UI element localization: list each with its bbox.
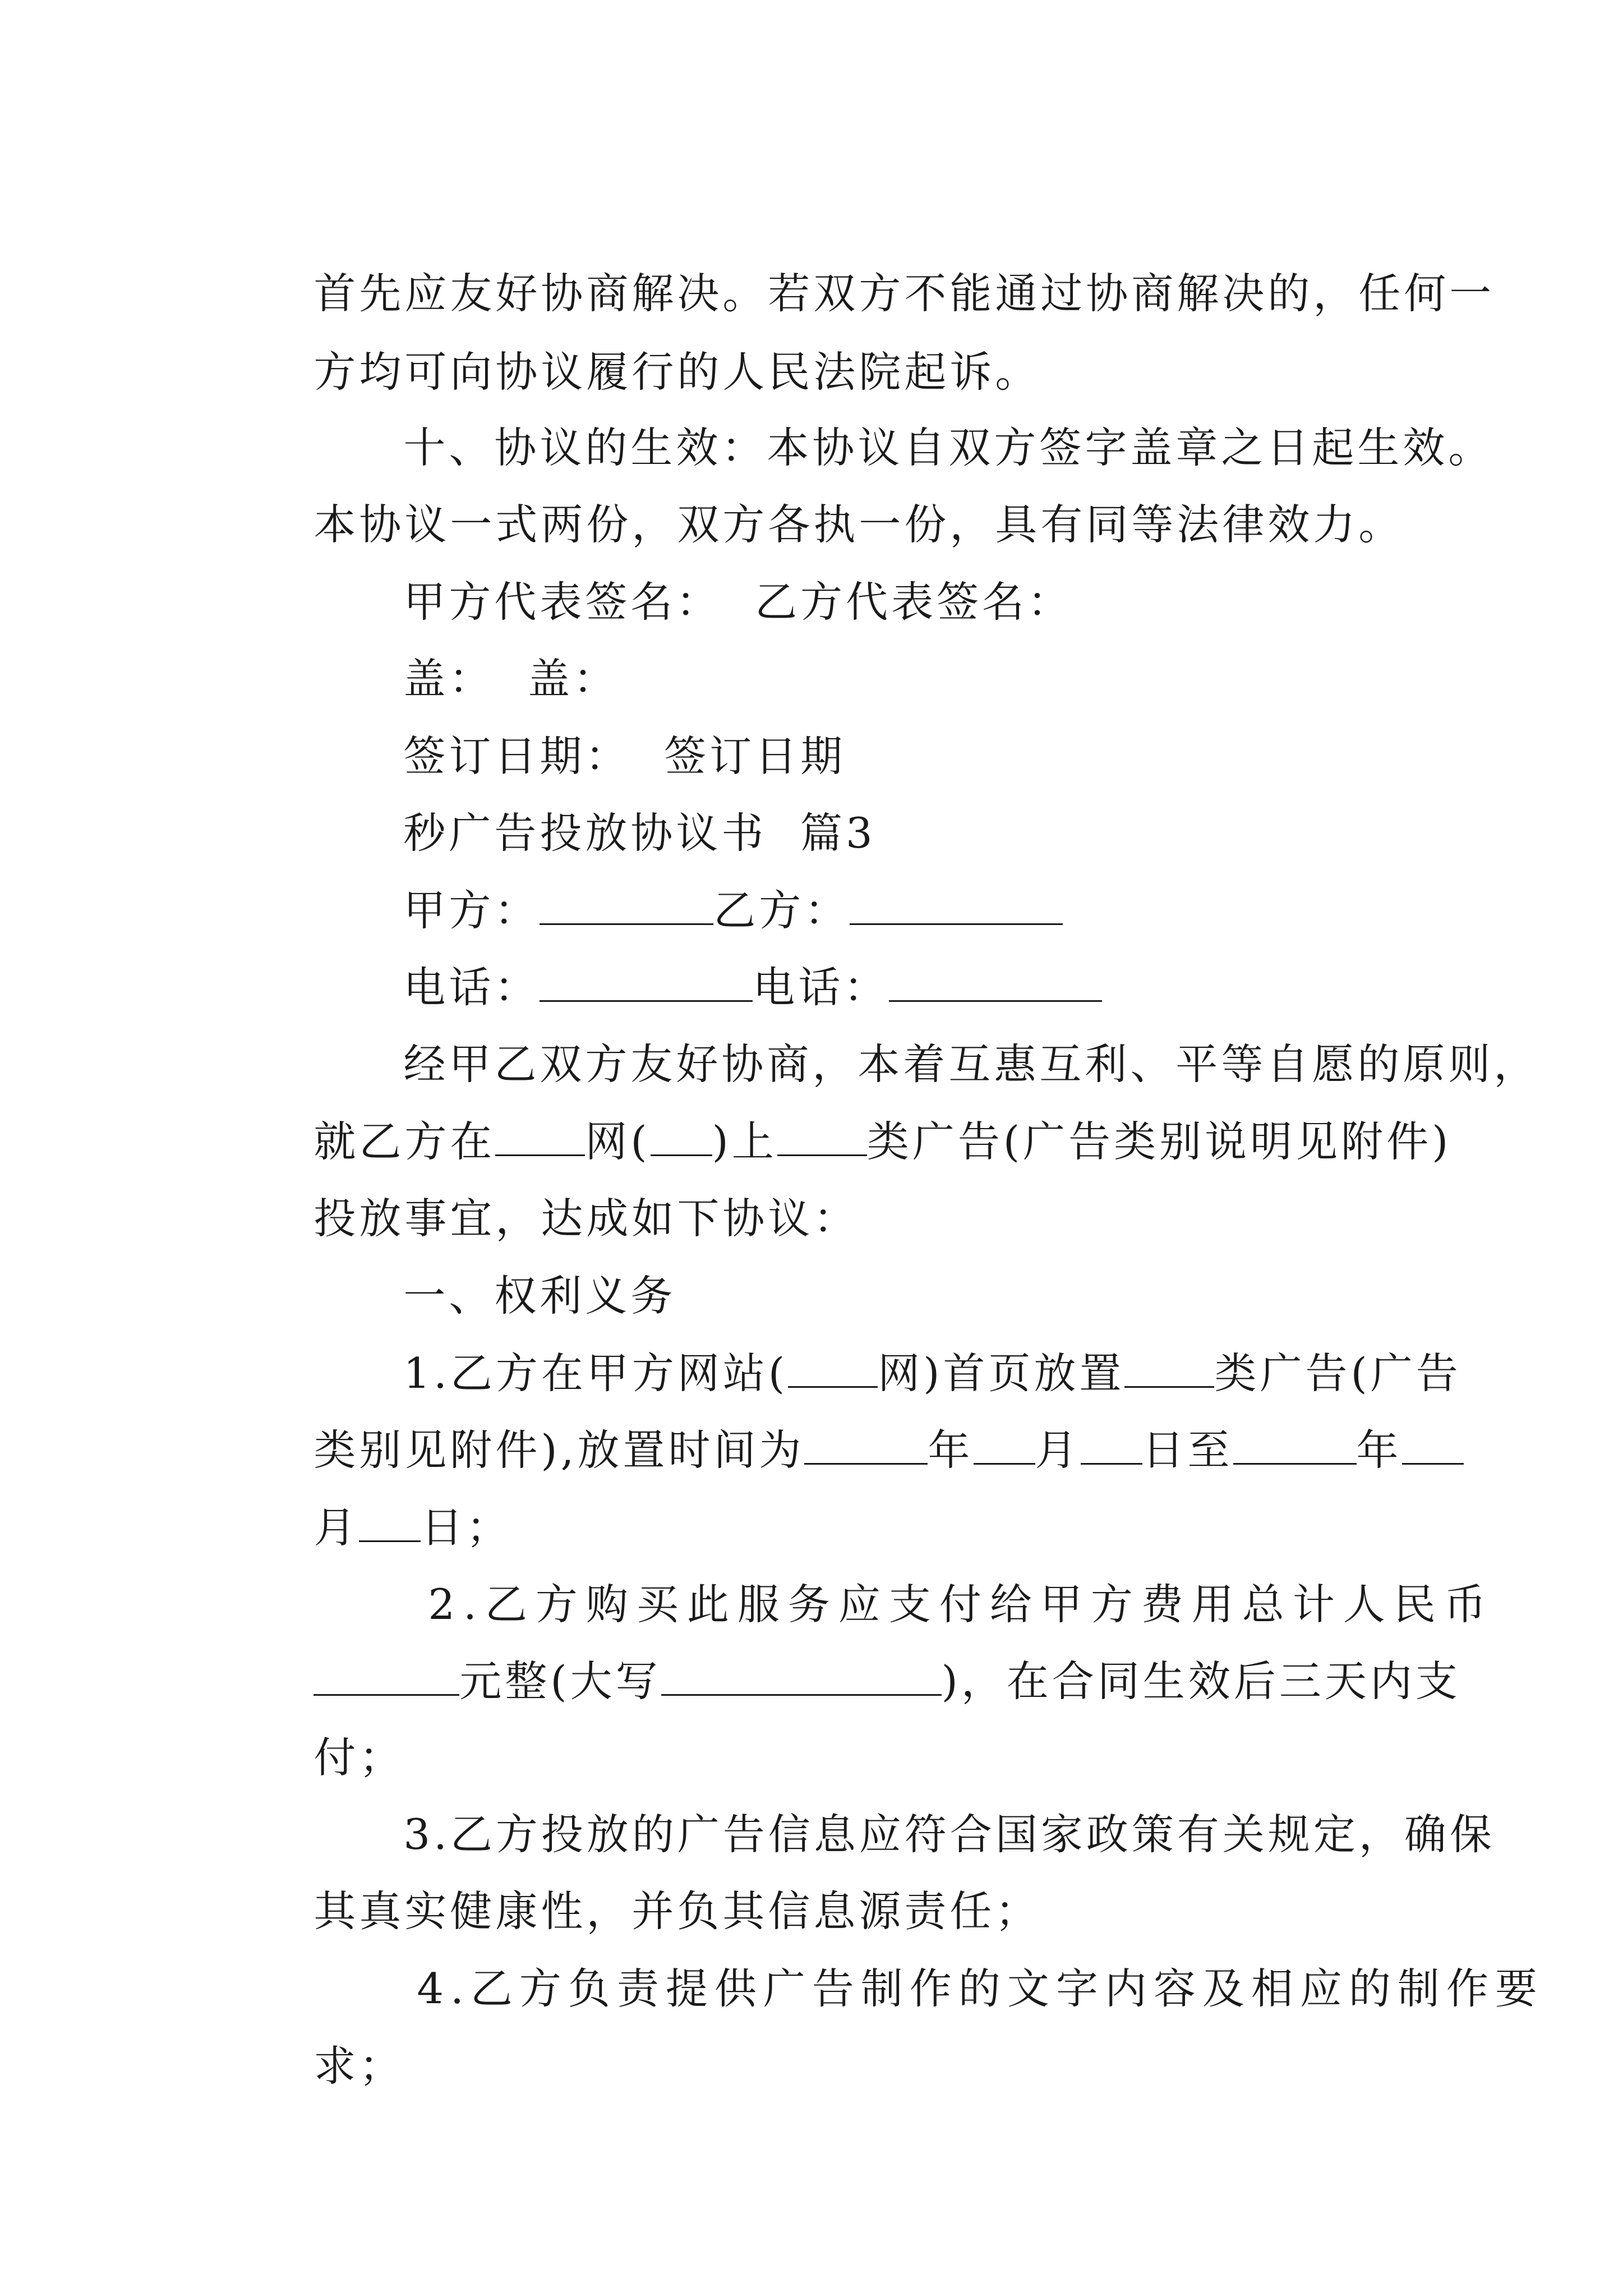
party-b-label: 乙方：	[713, 886, 850, 935]
paragraph-line	[247, 218, 1495, 318]
text-span: 类广告(广告	[1214, 1349, 1461, 1398]
text-span: 本协议一式两份，双方各执一份，具有同等法律效力。	[313, 500, 1404, 549]
blank-field	[1081, 1426, 1142, 1465]
item4-line	[247, 1990, 405, 2091]
blank-field	[1233, 1426, 1357, 1465]
blank-field	[804, 1426, 928, 1465]
text-span: 月	[313, 1503, 359, 1552]
text-span: 就乙方在	[313, 1117, 496, 1166]
text-span: 4.乙方负责提供广告制作的文字内容及相应的制作要	[417, 1964, 1544, 2013]
text-span: 年	[928, 1425, 974, 1475]
text-span: 求；	[313, 2041, 405, 2091]
text-span: 3.乙方投放的广告信息应符合国家政策有关规定，确保	[403, 1810, 1495, 1859]
heading-rights	[336, 1220, 676, 1320]
text-span: 日至	[1142, 1425, 1233, 1475]
parties-line	[336, 835, 1063, 935]
text-span: 网(	[585, 1117, 651, 1166]
blank-field	[1402, 1426, 1464, 1465]
item1-line	[247, 1374, 1464, 1475]
clause-ten-line	[336, 372, 1494, 472]
item2-line	[247, 1682, 405, 1782]
party-a-rep-label: 甲方代表签名：	[403, 577, 722, 627]
preamble-line	[336, 988, 1539, 1089]
item3-line	[247, 1835, 1041, 1936]
text-span: 付；	[313, 1733, 405, 1782]
seal-line	[336, 603, 619, 703]
item3-line	[336, 1759, 1495, 1859]
text-span: 元整(大写	[459, 1657, 661, 1706]
text-span: 2.乙方购买此服务应支付给甲方费用总计人民币	[428, 1580, 1495, 1629]
preamble-line	[247, 1143, 859, 1243]
date-line	[336, 680, 846, 781]
item1-line	[336, 1297, 1461, 1398]
blank-field	[974, 1426, 1035, 1465]
phones-line	[336, 912, 1102, 1012]
preamble-line	[247, 1066, 1452, 1166]
text-span: 十、协议的生效：本协议自双方签字盖章之日起生效。	[403, 423, 1494, 472]
text-span: )，在合同生效后三天内支	[941, 1657, 1461, 1706]
text-span: 月	[1035, 1425, 1081, 1475]
text-span: 类别见附件),放置时间为	[313, 1425, 805, 1475]
text-span: 首先应友好协商解决。若双方不能通过协商解决的，任何一	[313, 269, 1495, 318]
phone-a-label: 电话：	[403, 963, 540, 1012]
text-span: 日；	[421, 1503, 512, 1552]
phone-b-label: 电话：	[753, 963, 889, 1012]
text-span: 方均可向协议履行的人民法院起诉。	[313, 347, 1041, 397]
text-span: 秒广告投放协议书 篇3	[403, 808, 876, 858]
seal-a-label: 盖：	[403, 654, 495, 703]
date-a-label: 签订日期：	[403, 731, 631, 781]
text-span: )上	[712, 1117, 777, 1166]
seal-b-label: 盖：	[528, 654, 619, 703]
text-span: 1.乙方在甲方网站(	[403, 1349, 789, 1398]
clause-ten-line	[247, 449, 1404, 549]
paragraph-line	[247, 296, 1041, 397]
item1-line	[247, 1452, 512, 1552]
text-span: 网)首页放置	[878, 1349, 1125, 1398]
party-a-label: 甲方：	[403, 886, 540, 935]
section-title	[336, 757, 876, 858]
text-span: 一、权利义务	[403, 1271, 676, 1320]
text-span: 其真实健康性，并负其信息源责任；	[313, 1887, 1041, 1936]
signature-line	[336, 526, 1073, 627]
party-b-rep-label: 乙方代表签名：	[755, 577, 1073, 627]
blank-field	[661, 1657, 942, 1696]
text-span: 投放事宜，达成如下协议：	[313, 1194, 859, 1243]
text-span: 类广告(广告类别说明见附件)	[866, 1117, 1452, 1166]
text-span: 经甲乙双方友好协商，本着互惠互利、平等自愿的原则，	[403, 1039, 1539, 1089]
item2-line	[247, 1605, 1461, 1706]
date-b-label: 签订日期	[664, 731, 846, 781]
item2-line	[341, 1529, 1495, 1629]
item4-line	[336, 1913, 1544, 2013]
text-span: 年	[1356, 1425, 1402, 1475]
